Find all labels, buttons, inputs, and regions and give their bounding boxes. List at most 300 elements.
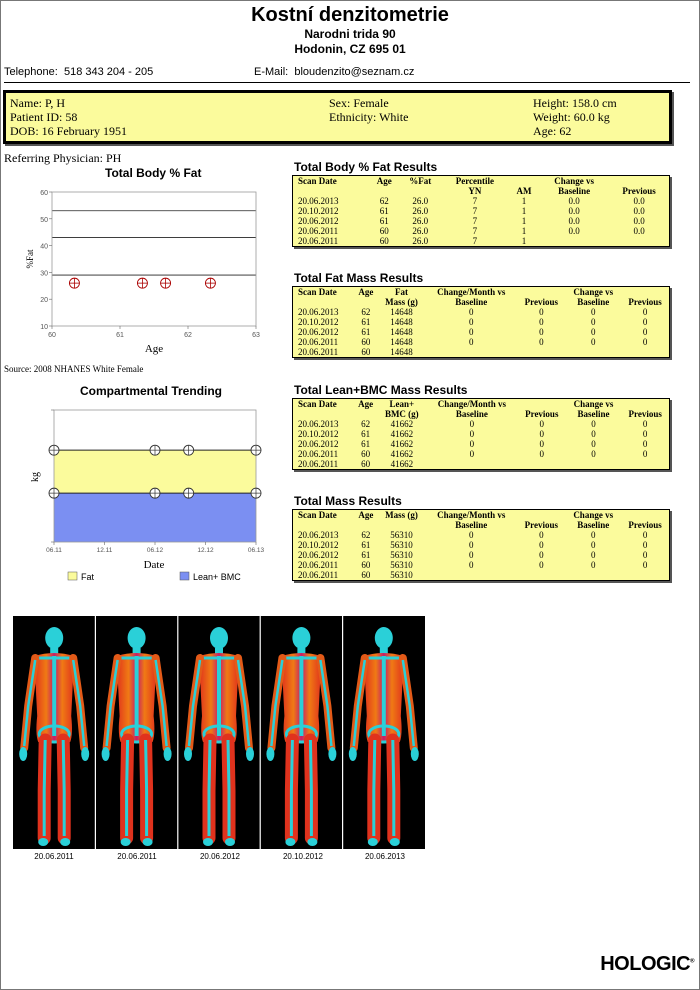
fat-chart — [0, 184, 270, 359]
table-row-cell: 0 — [642, 307, 648, 317]
table-row-cell: 41662 — [390, 449, 414, 459]
logo-text: HOLOGIC — [600, 953, 691, 975]
table-subheader-row-cell: Previous — [628, 520, 662, 530]
table-subheader-row-cell — [293, 297, 354, 307]
table-row-cell: 0 — [590, 540, 596, 550]
table-subheader-row-cell — [354, 297, 378, 307]
scan-leg-bone — [146, 740, 147, 836]
trend-total-point — [49, 445, 59, 455]
trend-total-point — [150, 445, 160, 455]
scan-leg-bone — [127, 740, 128, 836]
table-subheader-row-cell — [354, 520, 378, 530]
table-row-cell — [621, 459, 669, 469]
table-header-row-cell: Scan Date — [298, 287, 337, 297]
table-row-cell: 0 — [539, 560, 544, 570]
fat-point — [205, 278, 215, 288]
fat-ytick-label: 30 — [40, 270, 48, 278]
table-row — [293, 550, 669, 560]
table-header-row-cell — [517, 510, 565, 520]
table-row-cell: 20.06.2012 — [298, 439, 339, 449]
table-row — [293, 226, 669, 236]
table-row-cell: 0 — [642, 317, 648, 327]
table-row-cell: 7 — [472, 206, 478, 216]
table-row-cell: 20.10.2012 — [298, 317, 339, 327]
referring-physician: Referring Physician: PH — [4, 151, 122, 165]
table-row-cell: 0 — [642, 540, 648, 550]
trend-lean-point — [251, 488, 261, 498]
table-row-cell: 0 — [539, 337, 544, 347]
table-row — [293, 560, 669, 570]
fat-ytick-label: 10 — [40, 324, 48, 331]
table-subheader-row-cell: Baseline — [455, 297, 488, 307]
table-header-row-cell: Mass (g) — [385, 510, 418, 520]
scan-date-4: 20.10.2012 — [282, 852, 324, 861]
scan-hand — [349, 747, 357, 761]
table-row-cell: 26.0 — [412, 236, 429, 246]
table-row-cell: 62 — [379, 196, 389, 206]
table-row-cell — [609, 236, 669, 246]
table-lean-mass — [292, 398, 670, 470]
fat-point — [161, 278, 171, 288]
patient-info-box — [3, 90, 672, 144]
table-header-row-cell — [621, 287, 669, 297]
table-row-cell: 7 — [472, 216, 478, 226]
table-header-row-cell: Scan Date — [298, 399, 337, 409]
scan-leg-bone — [228, 740, 229, 836]
table-header-row-cell: Age — [376, 176, 392, 186]
scan-spine — [52, 656, 56, 736]
table-fat-title: Total Body % Fat Results — [294, 160, 438, 174]
table-row-cell: 61 — [361, 429, 371, 439]
table-row-cell: 0.0 — [568, 216, 580, 226]
table-row-cell — [425, 347, 517, 357]
scan-leg-bone — [291, 740, 292, 836]
table-header-row-cell: Age — [358, 287, 374, 297]
table-row-cell: 14648 — [390, 327, 413, 337]
table-row — [293, 307, 669, 317]
table-row-cell: 20.06.2012 — [298, 216, 339, 226]
table-header-row-cell: Age — [358, 510, 374, 520]
table-row-cell: 60 — [361, 459, 371, 469]
legend-fat-swatch — [68, 572, 77, 580]
table-row-cell: 0 — [642, 550, 648, 560]
table-subheader-row-cell — [293, 186, 369, 196]
table-row-cell: 0 — [469, 337, 474, 347]
email — [254, 66, 414, 78]
fat-chart-xlabel: Age — [144, 343, 164, 355]
scan-leg-bone — [209, 740, 210, 836]
table-row-cell: 56310 — [390, 560, 413, 570]
body-scan-images — [13, 616, 425, 849]
patient-sex: Sex: Female — [329, 96, 389, 110]
table-header-row-cell — [621, 399, 669, 409]
table-header-row-cell: Change/Month vs — [437, 287, 506, 297]
scan-foot — [390, 838, 400, 846]
legend-lean-swatch — [180, 572, 189, 580]
scan-spine — [299, 656, 303, 736]
table-row-cell: 0 — [642, 439, 648, 449]
scan-spine — [382, 656, 386, 736]
table-row-cell: 20.10.2012 — [298, 540, 339, 550]
table-row-cell: 0 — [642, 560, 648, 570]
table-row-cell: 20.06.2013 — [298, 307, 339, 317]
table-row-cell: 20.10.2012 — [298, 206, 339, 216]
table-row-cell: 0 — [591, 429, 596, 439]
scan-head — [128, 627, 146, 649]
table-row-cell: 0 — [469, 419, 475, 429]
scan-figure-4 — [266, 627, 336, 846]
table-subheader-row — [293, 186, 669, 196]
table-row-cell: 61 — [361, 327, 371, 337]
table-row-cell — [518, 459, 566, 469]
table-row — [293, 317, 669, 327]
table-subheader-row-cell: Previous — [622, 186, 656, 196]
scan-hand — [266, 747, 274, 761]
table-row-cell: 7 — [472, 196, 478, 206]
table-header-row-cell: Percentile — [455, 176, 495, 186]
table-row — [293, 419, 669, 429]
table-fat-mass — [292, 286, 670, 358]
table-header-row-cell: Fat — [395, 287, 409, 297]
table-header-row — [293, 287, 669, 297]
table-row-cell: 60 — [379, 226, 389, 236]
table-row-cell: 0 — [469, 530, 474, 540]
table-row — [293, 570, 669, 580]
table-row-cell: 0.0 — [633, 196, 645, 206]
table-row-cell: 41662 — [390, 419, 414, 429]
table-row-cell — [565, 347, 621, 357]
table-row-cell: 0 — [539, 429, 545, 439]
scan-hand — [102, 747, 110, 761]
table-subheader-row-cell: Previous — [524, 520, 559, 530]
table-row-cell: 0.0 — [568, 206, 580, 216]
fat-ytick-label: 40 — [40, 243, 48, 251]
table-row — [293, 429, 669, 439]
table-row-cell: 0 — [469, 317, 474, 327]
table-row-cell: 0 — [590, 530, 596, 540]
table-row-cell: 20.06.2011 — [298, 560, 339, 570]
patient-ethnicity: Ethnicity: White — [329, 110, 409, 124]
table-row-cell: 1 — [521, 236, 527, 246]
table-row-cell: 0 — [469, 560, 474, 570]
fat-chart-title: Total Body % Fat — [105, 166, 202, 180]
table-row — [293, 530, 669, 540]
table-row-cell: 60 — [361, 347, 371, 357]
table-subheader-row — [293, 409, 669, 419]
table-row-cell: 1 — [521, 206, 527, 216]
scan-foot — [203, 838, 213, 846]
table-row-cell — [426, 459, 518, 469]
table-row-cell: 0 — [539, 327, 544, 337]
scan-foot — [38, 838, 48, 846]
scan-hand — [246, 747, 254, 761]
table-row-cell: 60 — [361, 560, 371, 570]
table-row — [293, 459, 669, 469]
scan-leg-bone — [44, 740, 45, 836]
table-row-cell: 0 — [642, 419, 648, 429]
table-row-cell: 0.0 — [568, 196, 580, 206]
table-row-cell: 0 — [590, 560, 596, 570]
table-header-row-cell — [609, 176, 669, 186]
legend-lean-label: Lean+ BMC — [193, 572, 241, 582]
table-row-cell: 41662 — [390, 439, 414, 449]
trend-xtick-label: 12.11 — [96, 547, 113, 554]
table-row-cell: 20.06.2011 — [298, 226, 339, 236]
table-row-cell: 0 — [469, 439, 475, 449]
table-row-cell: 61 — [361, 317, 371, 327]
trend-lean-point — [49, 488, 59, 498]
table-row — [293, 236, 669, 246]
scan-foot — [60, 838, 70, 846]
table-row-cell — [517, 570, 565, 580]
fat-ytick-label: 60 — [40, 190, 48, 197]
address-line-2: Hodonin, CZ 695 01 — [294, 42, 406, 56]
table-header-row-cell: Change vs — [573, 399, 614, 409]
table-row-cell: 20.06.2011 — [298, 347, 339, 357]
telephone-value: 518 343 204 - 205 — [63, 66, 154, 78]
trend-xtick-label: 12.12 — [197, 547, 214, 554]
table-row-cell: 1 — [521, 196, 527, 206]
table-row-cell: 60 — [361, 449, 371, 459]
scan-foot — [368, 838, 378, 846]
table-row-cell: 0 — [591, 439, 596, 449]
table-row-cell: 61 — [379, 206, 389, 216]
table-subheader-row-cell — [369, 186, 399, 196]
table-row-cell: 26.0 — [412, 216, 429, 226]
table-header-row-cell: %Fat — [409, 176, 432, 186]
table-header-row — [293, 176, 669, 186]
table-subheader-row-cell: Baseline — [577, 520, 610, 530]
table-row — [293, 449, 669, 459]
table-row-cell: 0 — [469, 540, 474, 550]
table-row-cell: 0 — [539, 419, 545, 429]
table-header-row-cell: Change/Month vs — [437, 399, 507, 409]
table-row-cell: 62 — [361, 419, 371, 429]
scan-foot — [143, 838, 153, 846]
fat-xtick-label: 63 — [252, 332, 260, 339]
table-row-cell: 0 — [642, 337, 648, 347]
table-row-cell: 0 — [590, 337, 596, 347]
table-subheader-row-cell: Baseline — [455, 520, 488, 530]
table-row-cell: 20.06.2011 — [298, 459, 339, 469]
fat-ytick-label: 50 — [40, 216, 48, 224]
table-row — [293, 206, 669, 216]
table-row-cell: 0 — [642, 530, 648, 540]
table-row-cell: 0.0 — [633, 206, 645, 216]
table-row-cell: 0 — [642, 429, 648, 439]
table-subheader-row-cell: Baseline — [455, 409, 488, 419]
scan-hand — [19, 747, 27, 761]
table-row-cell: 61 — [361, 439, 371, 449]
patient-height: Height: 158.0 cm — [533, 96, 617, 110]
table-row-cell: 14648 — [390, 347, 413, 357]
table-row-cell: 20.06.2011 — [298, 236, 339, 246]
scan-hand — [184, 747, 192, 761]
table-row-cell: 41662 — [390, 429, 414, 439]
table-row-cell: 0 — [642, 327, 648, 337]
scan-spine — [135, 656, 139, 736]
table-row-cell: 41662 — [390, 459, 414, 469]
scan-leg-bone — [393, 740, 394, 836]
table-row-cell: 0.0 — [633, 226, 645, 236]
scan-foot — [225, 838, 235, 846]
table-row-cell: 56310 — [390, 550, 413, 560]
table-row-cell: 0.0 — [568, 226, 580, 236]
table-row-cell: 56310 — [390, 570, 413, 580]
hologic-logo: HOLOGIC® — [600, 953, 694, 975]
fat-xtick-label: 61 — [116, 332, 124, 339]
table-row-cell — [621, 347, 669, 357]
telephone-label: Telephone: — [4, 66, 58, 78]
fat-xtick-label: 60 — [48, 332, 56, 339]
table-row-cell: 0 — [539, 540, 544, 550]
table-subheader-row — [293, 520, 669, 530]
trend-lean-point — [184, 488, 194, 498]
scan-leg-bone — [310, 740, 311, 836]
scan-date-3: 20.06.2012 — [199, 852, 241, 861]
address-line-1: Narodni trida 90 — [304, 27, 396, 41]
patient-age: Age: 62 — [533, 124, 572, 138]
scan-foot — [307, 838, 317, 846]
table-row-cell: 0 — [590, 307, 596, 317]
table-row-cell: 1 — [521, 226, 527, 236]
table-row-cell — [539, 236, 609, 246]
table-row-cell: 20.06.2012 — [298, 327, 339, 337]
table-row-cell: 0 — [591, 419, 596, 429]
scan-head — [292, 627, 310, 649]
table-row-cell: 0 — [591, 449, 596, 459]
table-header-row-cell: Scan Date — [298, 176, 337, 186]
trend-lean-area — [54, 493, 256, 542]
scan-figure-2 — [102, 627, 172, 846]
table-header-row-cell — [509, 176, 539, 186]
table-header-row-cell — [621, 510, 669, 520]
table-row-cell: 0 — [539, 307, 544, 317]
fat-point — [69, 278, 79, 288]
fat-xtick-label: 62 — [184, 332, 192, 339]
table-subheader-row-cell: BMC (g) — [384, 409, 419, 419]
table-header-row-cell: Change vs — [573, 510, 614, 520]
scan-hand — [328, 747, 336, 761]
table-row-cell: 60 — [379, 236, 389, 246]
scan-hand — [164, 747, 172, 761]
table-row-cell: 0 — [539, 530, 544, 540]
email-label: E-Mail: — [254, 66, 289, 78]
table-row-cell: 56310 — [390, 540, 413, 550]
table-subheader-row-cell: Baseline — [577, 409, 610, 419]
trend-lean-point — [150, 488, 160, 498]
trend-total-point — [184, 445, 194, 455]
table-header-row-cell: Scan Date — [298, 510, 337, 520]
table-row-cell: 61 — [379, 216, 389, 226]
patient-dob: DOB: 16 February 1951 — [10, 124, 127, 138]
scan-figure-1 — [19, 627, 89, 846]
table-header-row-cell: Change/Month vs — [437, 510, 506, 520]
table-subheader-row-cell: Baseline — [558, 186, 591, 196]
table-row-cell: 0 — [469, 550, 474, 560]
table-subheader-row-cell — [293, 520, 354, 530]
table-fat — [292, 175, 670, 247]
table-subheader-row-cell: Mass (g) — [385, 297, 418, 307]
table-header-row — [293, 399, 669, 409]
fat-point — [137, 278, 147, 288]
table-row-cell: 7 — [472, 236, 478, 246]
table-row-cell: 0 — [590, 327, 596, 337]
table-row-cell — [425, 570, 517, 580]
scan-head — [210, 627, 228, 649]
table-row — [293, 327, 669, 337]
scan-head — [45, 627, 63, 649]
table-row — [293, 540, 669, 550]
table-row-cell: 0 — [539, 317, 544, 327]
table-row-cell: 1 — [521, 216, 527, 226]
table-subheader-row-cell: Previous — [628, 409, 662, 419]
table-row-cell: 61 — [361, 550, 371, 560]
scan-hand — [411, 747, 419, 761]
table-row-cell: 0 — [642, 449, 648, 459]
table-lean-title: Total Lean+BMC Mass Results — [294, 383, 468, 397]
report-title: Kostní denzitometrie — [251, 4, 449, 26]
table-subheader-row-cell: Previous — [525, 409, 559, 419]
table-row-cell — [621, 570, 669, 580]
table-row-cell: 62 — [361, 530, 371, 540]
header-divider — [4, 82, 690, 83]
table-row-cell: 61 — [361, 540, 371, 550]
table-total-mass — [292, 509, 670, 581]
table-row-cell: 20.06.2012 — [298, 550, 339, 560]
table-row-cell: 14648 — [390, 307, 413, 317]
table-row-cell: 56310 — [390, 530, 413, 540]
trend-total-point — [251, 445, 261, 455]
table-subheader-row — [293, 297, 669, 307]
trend-xtick-label: 06.13 — [247, 547, 265, 554]
table-row-cell: 26.0 — [412, 206, 429, 216]
fat-ytick-label: 20 — [40, 297, 48, 305]
table-row-cell: 0 — [539, 550, 544, 560]
scan-spine — [217, 656, 221, 736]
table-row-cell: 0 — [469, 429, 475, 439]
table-row-cell: 0 — [469, 307, 474, 317]
table-subheader-row-cell: YN — [468, 186, 482, 196]
scan-foot — [285, 838, 295, 846]
fat-plot-area — [52, 192, 256, 326]
scan-figure-3 — [184, 627, 254, 846]
scan-leg-bone — [374, 740, 375, 836]
table-row-cell: 62 — [361, 307, 371, 317]
table-header-row-cell: Age — [358, 399, 374, 409]
table-header-row-cell: Change vs — [573, 287, 614, 297]
table-row — [293, 439, 669, 449]
table-subheader-row-cell — [293, 409, 354, 419]
table-header-row-cell: Lean+ — [389, 399, 415, 409]
fat-chart-ylabel: %Fat — [25, 249, 35, 269]
table-subheader-row-cell — [354, 409, 378, 419]
scan-foot — [121, 838, 131, 846]
table-header-row-cell — [518, 399, 566, 409]
trend-chart-title: Compartmental Trending — [80, 384, 223, 398]
table-subheader-row-cell: Previous — [524, 297, 559, 307]
trend-chart — [0, 402, 272, 584]
table-row — [293, 337, 669, 347]
table-header-row-cell — [517, 287, 565, 297]
table-row-cell: 26.0 — [412, 226, 429, 236]
table-subheader-row-cell: Previous — [628, 297, 662, 307]
table-row-cell: 60 — [361, 570, 371, 580]
trend-xtick-label: 06.12 — [146, 547, 164, 554]
trend-xtick-label: 06.11 — [46, 547, 62, 554]
table-row-cell: 20.10.2012 — [298, 429, 339, 439]
table-subheader-row-cell: AM — [516, 186, 532, 196]
